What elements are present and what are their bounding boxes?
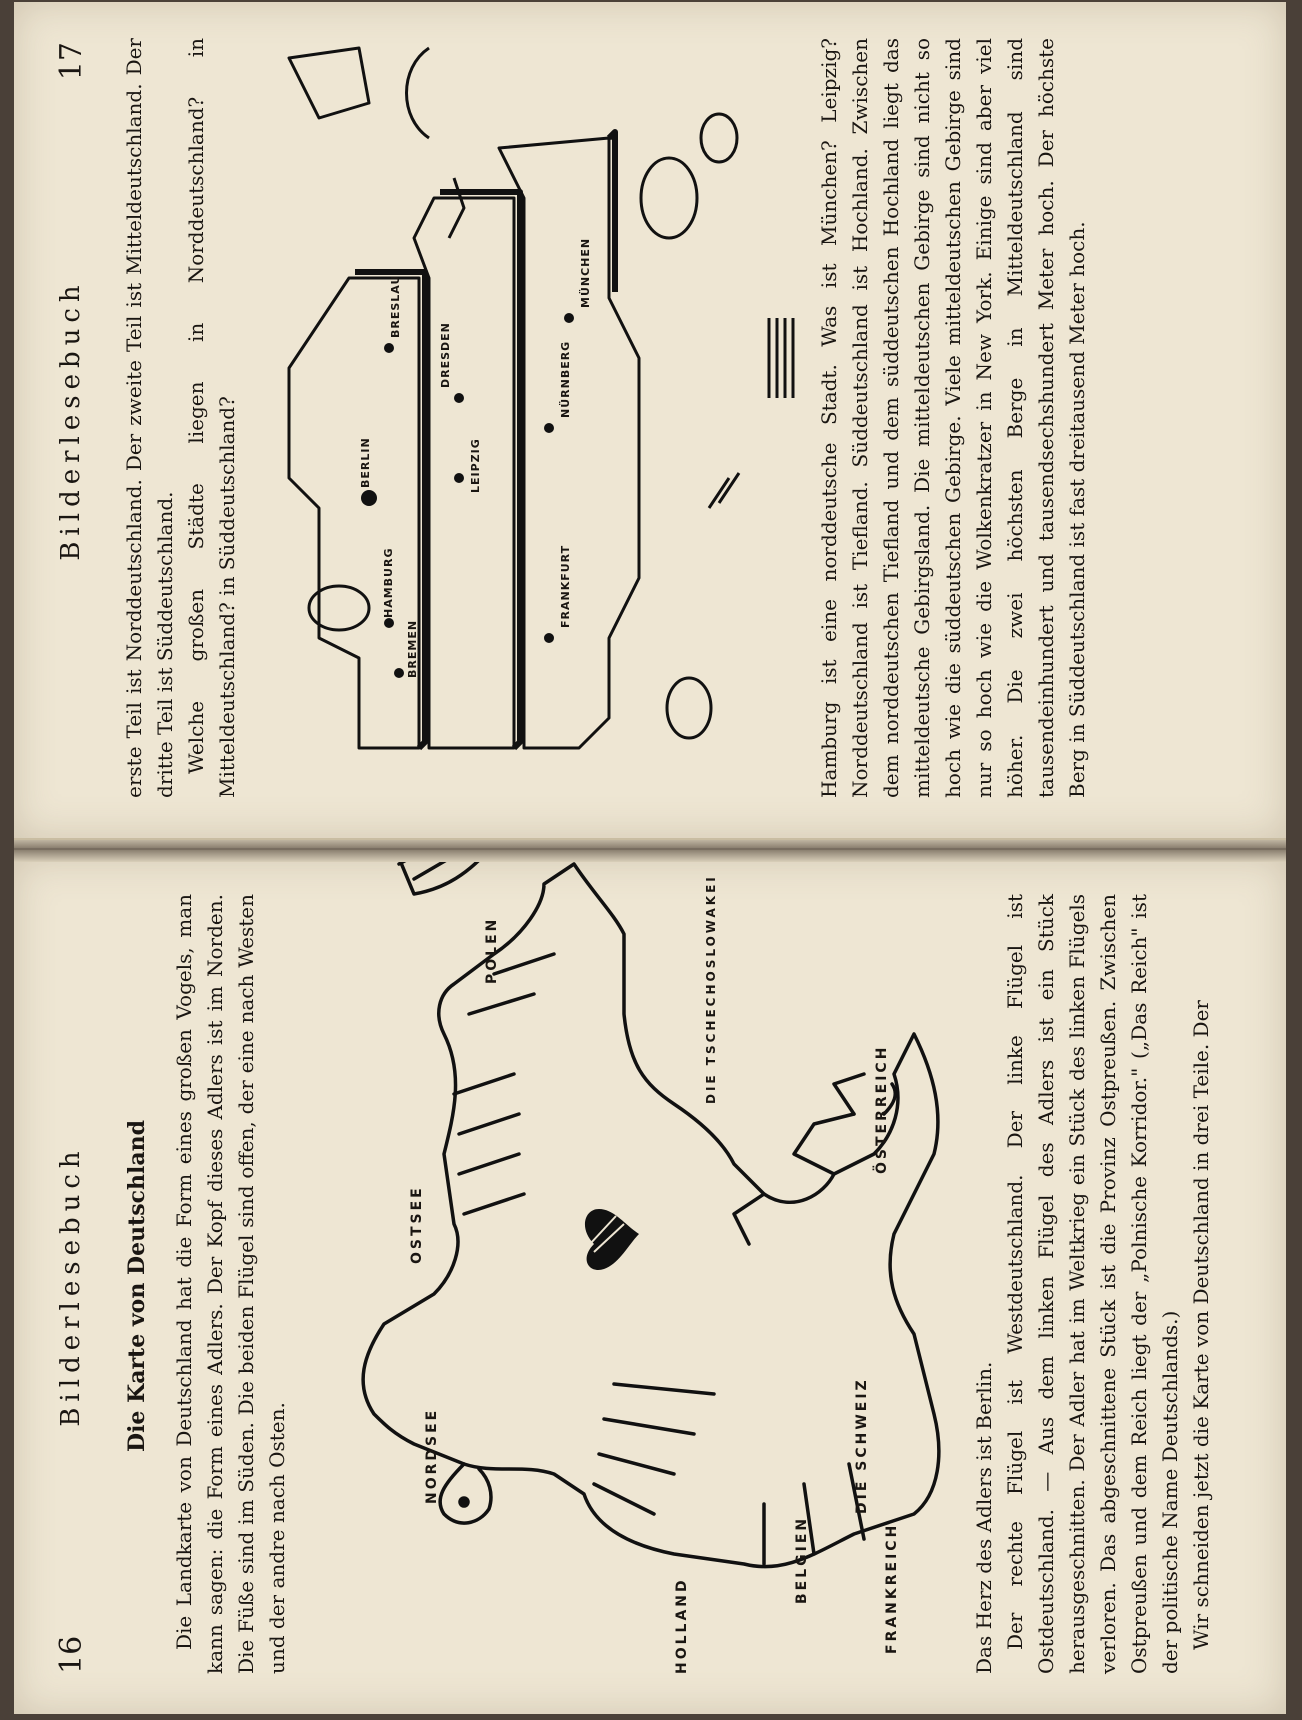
top-paragraph-1: erste Teil ist Norddeutschland. Der zweite Teil ist Mitteldeutschland. Der dritte Teil ist Süddeutschland.: [122, 38, 177, 798]
page-title: Die Karte von Deutschland: [124, 1120, 150, 1452]
intro-text: Die Landkarte von Deutschland hat die Form eines großen Vogels, man kann sagen: die Form eines Adlers. Der Kopf dieses Adlers ist im Norden. Die Füße sind im Süden. Die beiden Flügel sind offen, der eine nach Westen und der andre nach Osten.: [172, 894, 289, 1674]
body-paragraph-3: Wir schneiden jetzt die Karte von Deutschland in drei Teile. Der: [1189, 1000, 1213, 1650]
city-frankfurt: FRANKFURT: [559, 544, 572, 628]
bottom-text: [814, 38, 1093, 798]
body-text: [969, 894, 1217, 1674]
city-muenchen: MÜNCHEN: [579, 237, 592, 308]
label-frankreich: FRANKREICH: [884, 1522, 900, 1654]
three-regions-map-illustration: [249, 2, 809, 838]
label-holland: HOLLAND: [674, 1577, 690, 1674]
city-nuernberg: NÜRNBERG: [559, 340, 572, 418]
body-paragraph-2: Der rechte Flügel ist Westdeutschland. Der linke Flügel ist Ostdeutschland. — Aus dem linken Flügel des Adlers ist ein Stück herausgeschnitten. Der Adler hat im Weltkrieg ein Stück des linken Flügels verloren. Das abgeschnittene Stück ist die Provinz Ostpreußen. Zwischen Ostpreußen und dem Reich liegt der „Polnische Korridor." („Das Reich" ist der politische Name Deutschlands.): [1003, 894, 1182, 1674]
label-belgien: BELGIEN: [794, 1515, 810, 1604]
city-hamburg: HAMBURG: [382, 547, 395, 618]
page-number: 16: [54, 1635, 89, 1674]
label-tschechoslowakei: DIE TSCHECHOSLOWAKEI: [704, 874, 718, 1104]
page-17: [14, 2, 1286, 840]
city-leipzig: LEIPZIG: [469, 438, 482, 493]
label-oesterreich: ÖSTERREICH: [874, 1044, 890, 1174]
intro-paragraph: [169, 894, 293, 1674]
page-number: 17: [54, 42, 89, 81]
body-paragraph-1: Das Herz des Adlers ist Berlin.: [972, 1361, 996, 1674]
city-dresden: DRESDEN: [439, 322, 452, 388]
city-breslau: BRESLAU: [389, 274, 402, 338]
label-nordsee: NORDSEE: [424, 1407, 440, 1504]
label-ostsee: OSTSEE: [409, 1185, 425, 1264]
label-schweiz: DIE SCHWEIZ: [854, 1377, 870, 1514]
bottom-paragraph: Hamburg ist eine norddeutsche Stadt. Was ist München? Leipzig? Norddeutschland ist Tiefland. Süddeutschland ist Hochland. Zwischen dem norddeutschen Tiefland und dem süddeutschen Hochland liegt das mitteldeutsche Gebirgsland. Die mitteldeutschen Gebirge sind nicht so hoch wie die süddeutschen Gebirge. Viele mitteldeutschen Gebirge sind nur so hoch wie die Wolkenkratzer in New York. Einige sind aber viel höher. Die zwei höchsten Berge in Mitteldeutschland sind tausendeinhundert und tausendsechshundert Meter hoch. Der höchste Berg in Süddeutschland ist fast dreitausend Meter hoch.: [817, 38, 1089, 798]
running-head: Bilderlesebuch: [56, 1145, 86, 1427]
running-head: Bilderlesebuch: [56, 279, 86, 561]
top-paragraph-2: Welche großen Städte liegen in Norddeutschland? in Mitteldeutschland? in Süddeutschland?: [184, 38, 239, 798]
city-bremen: BREMEN: [406, 619, 419, 678]
top-text: [119, 38, 243, 798]
page-16: [14, 856, 1286, 1714]
label-polen: POLEN: [484, 916, 500, 984]
city-berlin: BERLIN: [359, 437, 372, 488]
